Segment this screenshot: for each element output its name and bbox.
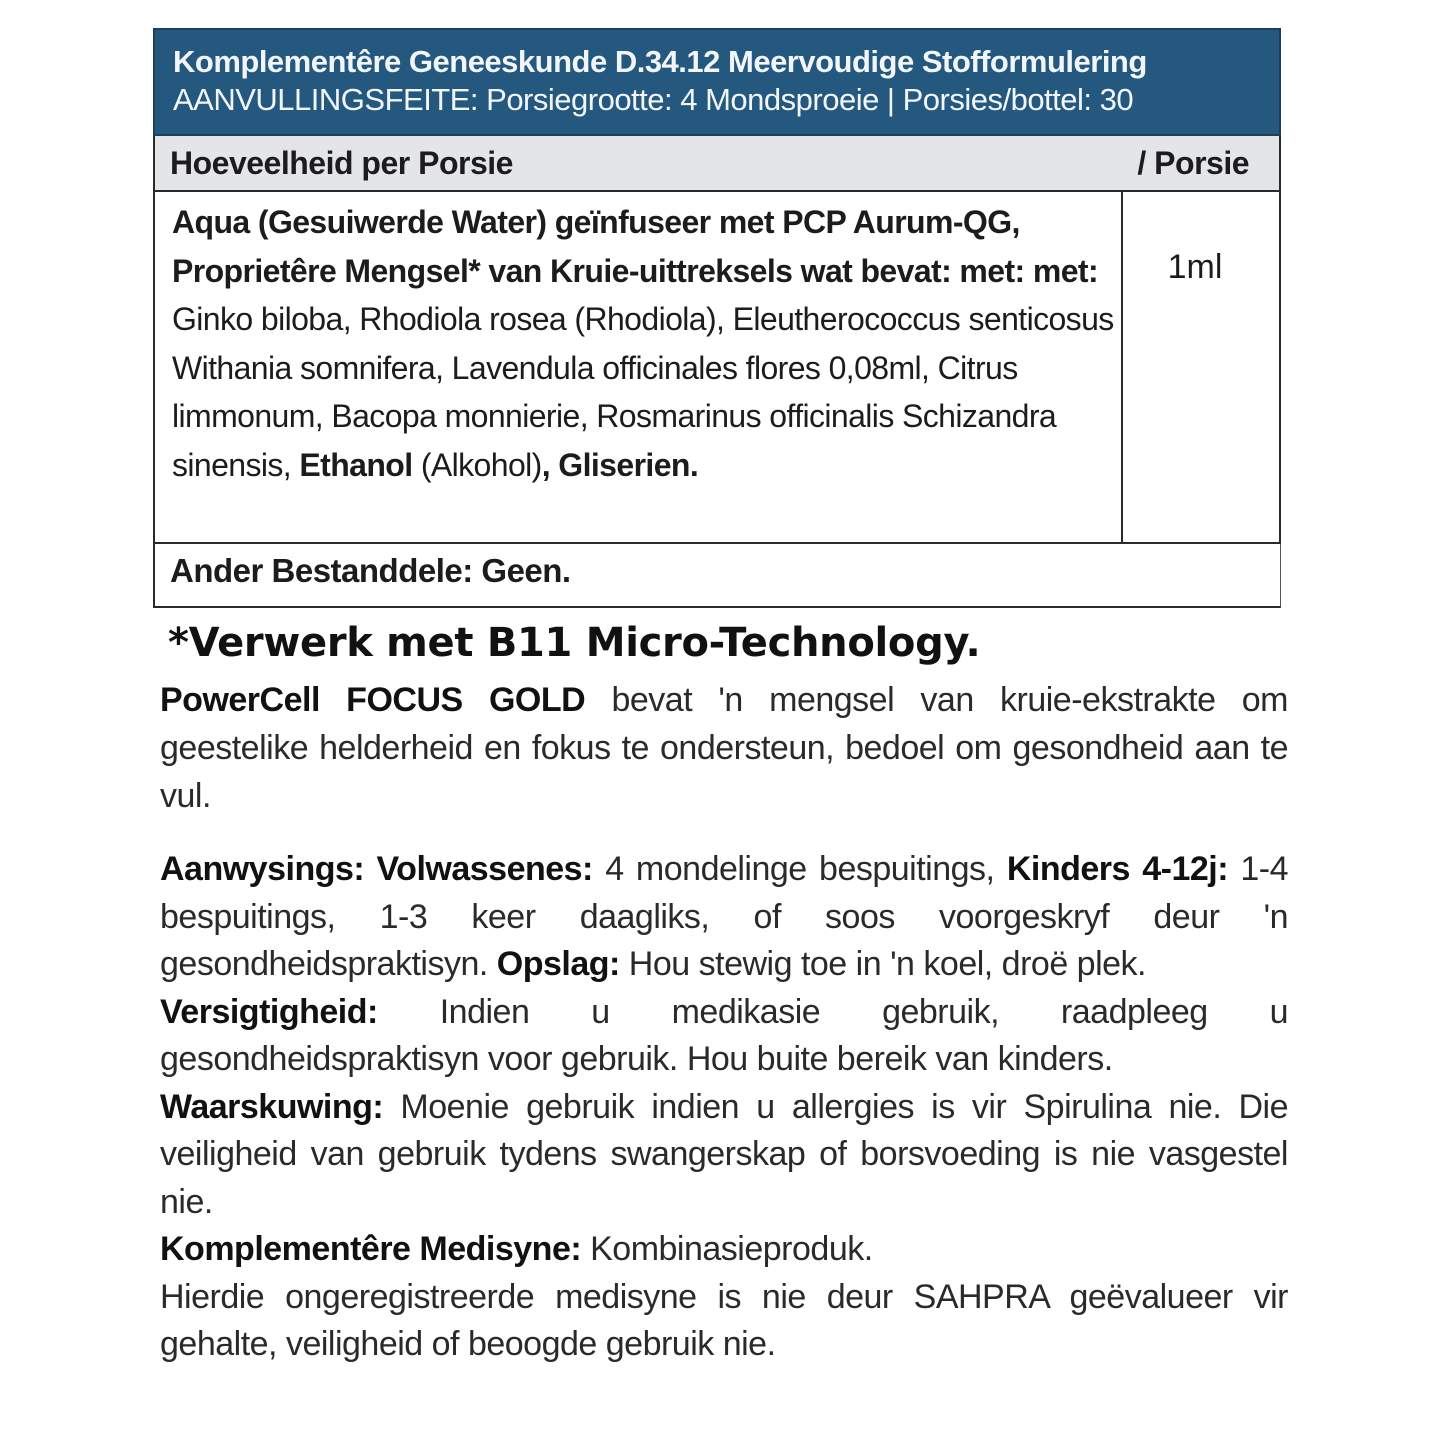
directions-adults-text: 4 mondelinge bespuitings, [592, 850, 1007, 888]
medicine-text: Kombinasieproduk. [581, 1230, 873, 1268]
directions-block [160, 846, 1288, 1369]
herb-list: Ginko biloba, Rhodiola rosea (Rhodiola), Eleutherococcus senticosus Withania somnifera, Lavendula officinales flores 0,08ml, Citrus limmonum, Bacopa monnierie, Rosmarinus officinalis Schizandra sinensis, [172, 301, 1114, 483]
warning-label: Waarskuwing: [160, 1087, 384, 1126]
warning-paragraph [160, 1084, 1288, 1227]
amount-cell: 1ml [1167, 248, 1223, 286]
warning-text: Moenie gebruik indien u allergies is vir Spirulina nie. Die veiligheid van gebruik tydens swangerskap of borsvoeding is nie vasgestel nie. [160, 1087, 1288, 1221]
glycerin-label: , Gliserien. [541, 446, 699, 483]
caution-paragraph [160, 989, 1288, 1084]
ingredients-bold-intro: Aqua (Gesuiwerde Water) geïnfuseer met PCP Aurum-QG, Proprietêre Mengsel* van Kruie-uittreksels wat bevat: met: met: [172, 204, 1099, 289]
medicine-paragraph [160, 1226, 1288, 1274]
header-title: Komplementêre Geneeskunde D.34.12 Meervoudige Stofformulering [173, 44, 1147, 79]
directions-paragraph [160, 846, 1288, 989]
storage-text: Hou stewig toe in 'n koel, droë plek. [619, 945, 1146, 983]
ingredients-row [153, 192, 1281, 544]
sahpra-disclaimer: Hierdie ongeregistreerde medisyne is nie deur SAHPRA geëvalueer vir gehalte, veiligheid of beoogde gebruik nie. [160, 1277, 1288, 1363]
amount-per-serving-heading: Hoeveelheid per Porsie [170, 144, 513, 181]
table-header [153, 28, 1281, 136]
caution-text: Indien u medikasie gebruik, raadpleeg u gesondheidspraktisyn voor gebruik. Hou buite bereik van kinders. [160, 992, 1288, 1078]
directions-children-text: 1-4 bespuitings, 1-3 keer daagliks, of soos voorgeskryf deur 'n gesondheidspraktisyn. [160, 850, 1288, 983]
product-name: PowerCell FOCUS GOLD [160, 681, 586, 719]
other-ingredients-row: Ander Bestanddele: Geen. [153, 544, 1281, 608]
description-text: bevat 'n mengsel van kruie-ekstrakte om geestelike helderheid en fokus te ondersteun, bedoel om gesondheid aan te vul. [160, 681, 1288, 815]
micro-technology-note: *Verwerk met B11 Micro-Technology. [168, 620, 981, 666]
product-description [160, 676, 1288, 820]
directions-children-label: Kinders 4-12j: [1006, 850, 1229, 888]
medicine-label: Komplementêre Medisyne: [160, 1230, 582, 1268]
supplement-facts-table [153, 28, 1281, 608]
header-serving-info: AANVULLINGSFEITE: Porsiegrootte: 4 Mondsproeie | Porsies/bottel: 30 [173, 82, 1134, 117]
storage-label: Opslag: [496, 945, 620, 983]
per-serving-heading: / Porsie [1137, 144, 1249, 181]
directions-adults-label: Aanwysings: Volwassenes: [160, 850, 593, 888]
ingredients-cell [155, 192, 1123, 542]
column-header-row [153, 136, 1281, 192]
alcohol-note: (Alkohol) [412, 446, 542, 483]
ethanol-label: Ethanol [299, 446, 413, 483]
caution-label: Versigtigheid: [160, 992, 378, 1031]
